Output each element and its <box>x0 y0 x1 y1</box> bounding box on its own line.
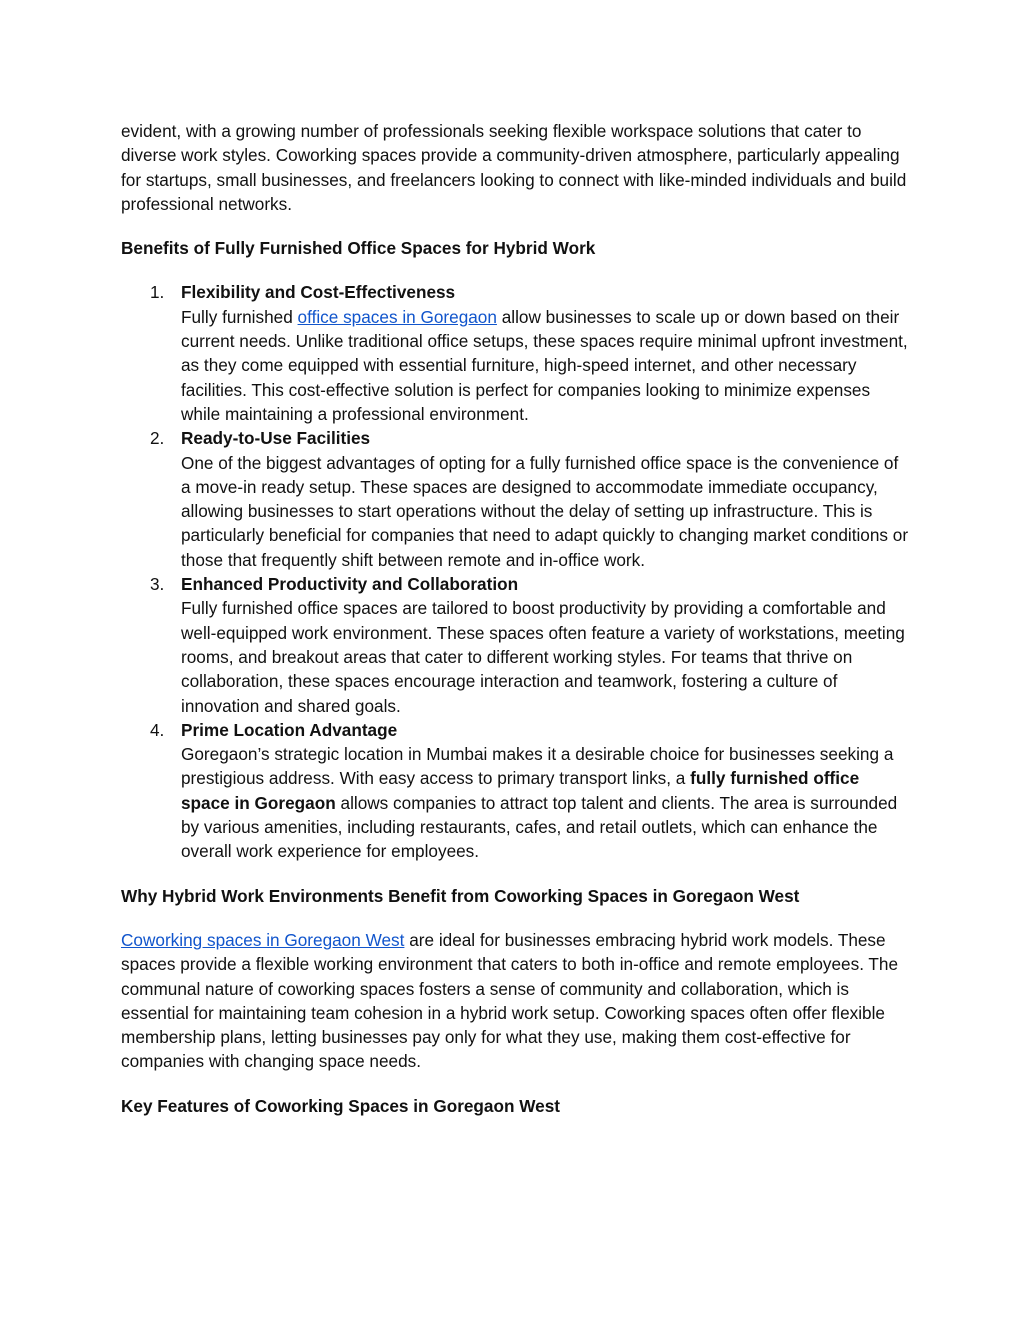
bold-phrase: fully furnished office space in Goregaon <box>181 768 860 813</box>
list-item <box>121 280 911 426</box>
list-item-number: 1. <box>150 282 165 303</box>
list-item-body: One of the biggest advantages of opting for a fully furnished office space is the convenience of a move-in ready setup. These spaces are designed to accommodate immediate occupancy, allowing businesses to start operations without the delay of setting up infrastructure. This is particularly beneficial for companies that need to adapt quickly to changing market conditions or those that frequently shift between remote and in-office work. <box>181 452 909 570</box>
list-item-title: Ready-to-Use Facilities <box>181 428 371 449</box>
list-item-title: Flexibility and Cost-Effectiveness <box>181 282 456 303</box>
list-item <box>121 572 911 718</box>
benefits-list <box>121 280 911 863</box>
intro-paragraph: evident, with a growing number of professionals seeking flexible workspace solutions that cater to diverse work styles. Coworking spaces provide a community-driven atmosphere, particularly appealing for startups, small businesses, and freelancers looking to connect with like-minded individuals and build professional networks. <box>121 121 907 214</box>
list-item-number: 4. <box>150 719 165 740</box>
hybrid-paragraph <box>121 928 911 1074</box>
list-item-body: Fully furnished office spaces are tailored to boost productivity by providing a comfortable and well-equipped work environment. These spaces often feature a variety of workstations, meeting rooms, and breakout areas that cater to different working styles. For teams that thrive on collaboration, these spaces encourage interaction and teamwork, fostering a culture of innovation and shared goals. <box>181 598 905 716</box>
list-item <box>121 426 911 572</box>
body-text: Goregaon’s strategic location in Mumbai makes it a desirable choice for businesses seeking a prestigious address. With easy access to primary transport links, a <box>181 744 894 789</box>
body-text: Fully furnished <box>181 306 298 327</box>
body-text: are ideal for businesses embracing hybrid work models. These spaces provide a flexible working environment that caters to both in-office and remote employees. The communal nature of coworking spaces fosters a sense of community and collaboration, which is essential for maintaining team cohesion in a hybrid work setup. Coworking spaces often offer flexible membership plans, letting businesses pay only for what they use, making them cost-effective for companies with changing space needs. <box>121 929 899 1072</box>
office-spaces-goregaon-link[interactable]: office spaces in Goregaon <box>297 306 497 327</box>
list-item <box>121 718 911 864</box>
body-text: allows companies to attract top talent and clients. The area is surrounded by various amenities, including restaurants, cafes, and retail outlets, which can enhance the overall work experience for employees. <box>181 792 898 862</box>
list-item-body <box>181 305 911 426</box>
list-item-title: Prime Location Advantage <box>181 719 398 740</box>
list-item-title: Enhanced Productivity and Collaboration <box>181 574 519 595</box>
list-item-number: 2. <box>150 428 165 449</box>
list-item-body <box>181 742 911 863</box>
body-text: allow businesses to scale up or down based on their current needs. Unlike traditional office setups, these spaces require minimal upfront investment, as they come equipped with essential furniture, high-speed internet, and other necessary facilities. This cost-effective solution is perfect for companies looking to minimize expenses while maintaining a professional environment. <box>181 306 908 424</box>
list-item-number: 3. <box>150 574 165 595</box>
coworking-goregaon-west-link[interactable]: Coworking spaces in Goregaon West <box>121 929 405 950</box>
features-heading: Key Features of Coworking Spaces in Goregaon West <box>121 1095 561 1116</box>
hybrid-heading: Why Hybrid Work Environments Benefit from Coworking Spaces in Goregaon West <box>121 885 800 906</box>
document-page <box>121 119 911 1138</box>
benefits-heading: Benefits of Fully Furnished Office Spaces for Hybrid Work <box>121 238 596 259</box>
